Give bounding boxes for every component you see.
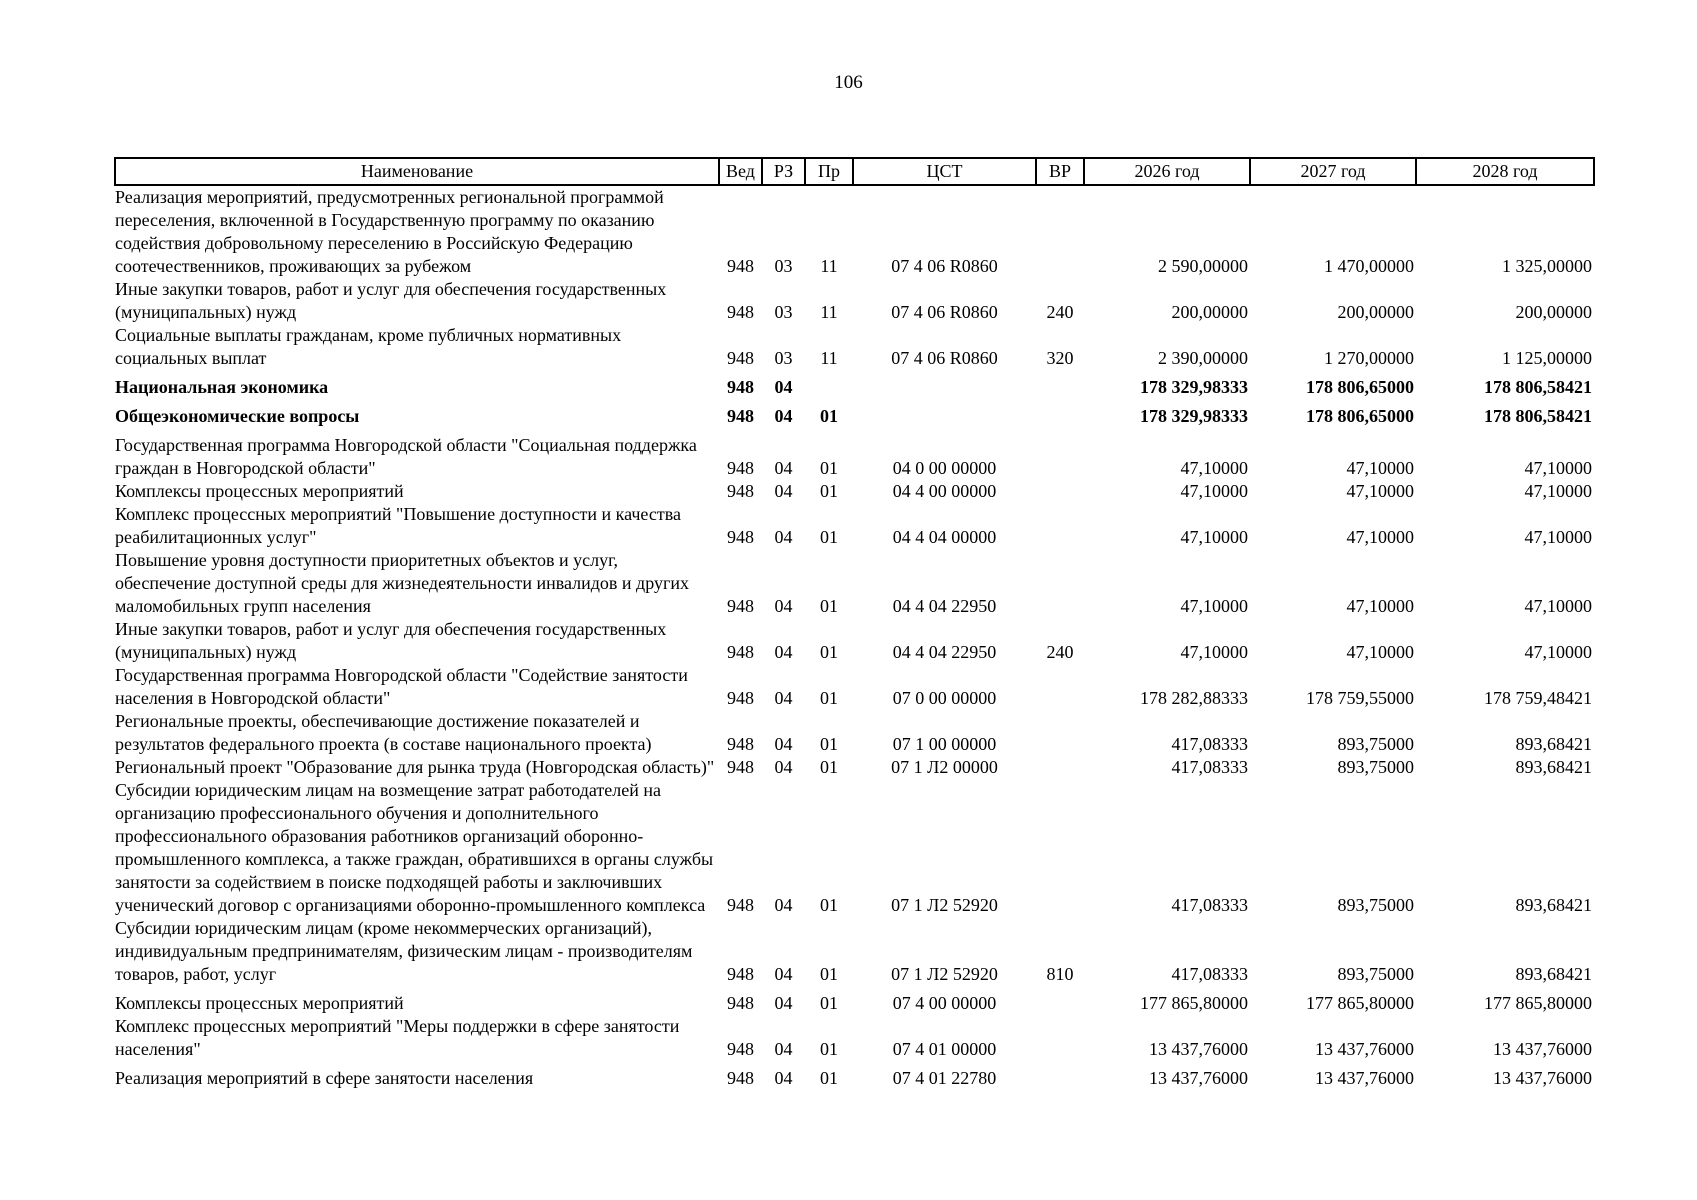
row-pr: 01 bbox=[820, 1039, 838, 1059]
row-cst bbox=[853, 370, 1036, 399]
row-amount-2027: 1 270,00000 bbox=[1324, 348, 1414, 368]
row-rz: 04 bbox=[774, 895, 793, 915]
row-rz: 04 bbox=[774, 406, 793, 426]
row-name: Реализация мероприятий в сфере занятости населения bbox=[115, 1068, 534, 1088]
row-amount-2028: 47,10000 bbox=[1524, 527, 1592, 547]
row-pr: 01 bbox=[820, 734, 838, 754]
table-row bbox=[115, 428, 1594, 480]
row-pr: 11 bbox=[820, 302, 838, 322]
row-vr: 320 bbox=[1046, 348, 1074, 368]
row-amount-2028: 893,68421 bbox=[1515, 757, 1592, 777]
row-cst: 07 1 Л2 00000 bbox=[891, 757, 998, 777]
row-amount-2026: 13 437,76000 bbox=[1149, 1039, 1248, 1059]
row-amount-2027: 13 437,76000 bbox=[1315, 1068, 1414, 1088]
table-row bbox=[115, 549, 1594, 618]
row-amount-2028: 47,10000 bbox=[1524, 481, 1592, 501]
table-row bbox=[115, 1061, 1594, 1090]
row-pr: 01 bbox=[820, 964, 838, 984]
row-amount-2028: 893,68421 bbox=[1515, 895, 1592, 915]
row-name: Иные закупки товаров, работ и услуг для обеспечения государственных (муниципальных) нужд bbox=[115, 619, 667, 662]
row-amount-2026: 417,08333 bbox=[1171, 757, 1248, 777]
row-amount-2026: 47,10000 bbox=[1180, 596, 1248, 616]
row-amount-2028: 178 806,58421 bbox=[1484, 377, 1592, 397]
column-header-name: Наименование bbox=[115, 158, 719, 185]
table-row bbox=[115, 278, 1594, 324]
row-vr: 240 bbox=[1046, 642, 1074, 662]
table-row bbox=[115, 756, 1594, 779]
row-vr: 240 bbox=[1046, 302, 1074, 322]
row-rz: 04 bbox=[774, 757, 793, 777]
row-vr bbox=[1036, 1061, 1084, 1090]
row-amount-2028: 13 437,76000 bbox=[1493, 1039, 1592, 1059]
row-cst: 07 0 00 00000 bbox=[892, 688, 997, 708]
row-rz: 04 bbox=[774, 1068, 793, 1088]
row-amount-2028: 178 806,58421 bbox=[1484, 406, 1592, 426]
row-ved: 948 bbox=[727, 596, 754, 616]
row-ved: 948 bbox=[727, 458, 754, 478]
table-body bbox=[115, 185, 1594, 1090]
row-rz: 04 bbox=[774, 642, 793, 662]
row-vr bbox=[1036, 549, 1084, 618]
row-cst: 04 4 00 00000 bbox=[892, 481, 997, 501]
row-pr: 01 bbox=[820, 688, 838, 708]
row-amount-2026: 178 329,98333 bbox=[1140, 406, 1248, 426]
row-amount-2028: 47,10000 bbox=[1524, 596, 1592, 616]
row-rz: 04 bbox=[774, 1039, 793, 1059]
row-amount-2026: 417,08333 bbox=[1171, 964, 1248, 984]
row-pr: 01 bbox=[820, 642, 838, 662]
row-amount-2027: 47,10000 bbox=[1346, 458, 1414, 478]
row-pr: 01 bbox=[820, 527, 838, 547]
row-amount-2026: 178 329,98333 bbox=[1140, 377, 1248, 397]
row-name: Комплексы процессных мероприятий bbox=[115, 993, 404, 1013]
row-amount-2027: 200,00000 bbox=[1337, 302, 1414, 322]
row-cst: 04 4 04 00000 bbox=[892, 527, 997, 547]
table-row bbox=[115, 399, 1594, 428]
row-pr: 01 bbox=[820, 458, 838, 478]
row-cst: 07 1 Л2 52920 bbox=[891, 964, 998, 984]
row-cst: 04 4 04 22950 bbox=[892, 642, 997, 662]
budget-table bbox=[114, 157, 1595, 1090]
row-amount-2027: 47,10000 bbox=[1346, 527, 1414, 547]
row-vr bbox=[1036, 779, 1084, 917]
row-ved: 948 bbox=[727, 377, 754, 397]
row-vr bbox=[1036, 399, 1084, 428]
row-vr bbox=[1036, 986, 1084, 1015]
row-amount-2026: 47,10000 bbox=[1180, 481, 1248, 501]
column-header-cst: ЦСТ bbox=[853, 158, 1036, 185]
row-rz: 03 bbox=[774, 302, 793, 322]
column-header-ved: Вед bbox=[719, 158, 762, 185]
row-name: Комплексы процессных мероприятий bbox=[115, 481, 404, 501]
row-pr: 01 bbox=[820, 596, 838, 616]
row-amount-2028: 1 125,00000 bbox=[1502, 348, 1592, 368]
row-amount-2028: 1 325,00000 bbox=[1502, 256, 1592, 276]
row-cst: 07 1 00 00000 bbox=[892, 734, 997, 754]
row-rz: 04 bbox=[774, 734, 793, 754]
row-pr: 01 bbox=[820, 993, 838, 1013]
row-cst: 07 4 01 22780 bbox=[892, 1068, 997, 1088]
row-amount-2026: 13 437,76000 bbox=[1149, 1068, 1248, 1088]
row-amount-2028: 47,10000 bbox=[1524, 458, 1592, 478]
table-row bbox=[115, 370, 1594, 399]
table-row bbox=[115, 779, 1594, 917]
row-rz: 04 bbox=[774, 596, 793, 616]
column-header-2026: 2026 год bbox=[1084, 158, 1250, 185]
row-rz: 03 bbox=[774, 256, 793, 276]
row-name: Реализация мероприятий, предусмотренных региональной программой переселения, включенной в Государственную программу по оказанию содействия добровольному переселению в Российскую Федерацию соотечественников, проживающих за рубежом bbox=[115, 187, 664, 276]
table-header-row bbox=[115, 158, 1594, 185]
table-row bbox=[115, 986, 1594, 1015]
row-cst: 07 4 06 R0860 bbox=[891, 348, 998, 368]
row-cst: 07 4 06 R0860 bbox=[891, 256, 998, 276]
row-amount-2027: 178 806,65000 bbox=[1306, 406, 1414, 426]
row-amount-2028: 177 865,80000 bbox=[1484, 993, 1592, 1013]
row-ved: 948 bbox=[727, 256, 754, 276]
row-amount-2028: 893,68421 bbox=[1515, 964, 1592, 984]
row-ved: 948 bbox=[727, 348, 754, 368]
row-name: Общеэкономические вопросы bbox=[115, 406, 360, 426]
row-ved: 948 bbox=[727, 734, 754, 754]
row-ved: 948 bbox=[727, 642, 754, 662]
row-rz: 04 bbox=[774, 964, 793, 984]
column-header-rz: РЗ bbox=[762, 158, 805, 185]
row-name: Субсидии юридическим лицам (кроме некоммерческих организаций), индивидуальным предпринимателям, физическим лицам - производителям товаров, работ, услуг bbox=[115, 918, 693, 984]
row-ved: 948 bbox=[727, 688, 754, 708]
row-cst: 04 0 00 00000 bbox=[892, 458, 997, 478]
row-ved: 948 bbox=[727, 527, 754, 547]
row-vr: 810 bbox=[1046, 964, 1074, 984]
row-pr: 01 bbox=[820, 895, 838, 915]
row-vr bbox=[1036, 428, 1084, 480]
table-row bbox=[115, 324, 1594, 370]
row-ved: 948 bbox=[727, 1068, 754, 1088]
row-vr bbox=[1036, 756, 1084, 779]
row-pr: 11 bbox=[820, 256, 838, 276]
row-name: Государственная программа Новгородской области "Содействие занятости населения в Новгородской области" bbox=[115, 665, 688, 708]
row-name: Региональный проект "Образование для рынка труда (Новгородская область)" bbox=[115, 757, 715, 777]
row-name: Повышение уровня доступности приоритетных объектов и услуг, обеспечение доступной среды для жизнедеятельности инвалидов и других маломобильных групп населения bbox=[115, 550, 689, 616]
row-amount-2026: 47,10000 bbox=[1180, 458, 1248, 478]
row-pr: 01 bbox=[820, 1068, 838, 1088]
table-row bbox=[115, 664, 1594, 710]
column-header-2028: 2028 год bbox=[1416, 158, 1594, 185]
row-amount-2027: 177 865,80000 bbox=[1306, 993, 1414, 1013]
row-cst: 07 1 Л2 52920 bbox=[891, 895, 998, 915]
row-amount-2027: 47,10000 bbox=[1346, 642, 1414, 662]
row-vr bbox=[1036, 664, 1084, 710]
row-cst: 07 4 01 00000 bbox=[892, 1039, 997, 1059]
row-amount-2028: 200,00000 bbox=[1515, 302, 1592, 322]
row-name: Комплекс процессных мероприятий "Повышение доступности и качества реабилитационных услуг" bbox=[115, 504, 681, 547]
row-ved: 948 bbox=[727, 757, 754, 777]
row-amount-2027: 13 437,76000 bbox=[1315, 1039, 1414, 1059]
row-ved: 948 bbox=[727, 993, 754, 1013]
row-amount-2027: 178 759,55000 bbox=[1306, 688, 1414, 708]
row-pr: 01 bbox=[820, 406, 838, 426]
table-row bbox=[115, 185, 1594, 278]
table-row bbox=[115, 503, 1594, 549]
table-row bbox=[115, 917, 1594, 986]
column-header-pr: Пр bbox=[805, 158, 853, 185]
row-name: Иные закупки товаров, работ и услуг для обеспечения государственных (муниципальных) нужд bbox=[115, 279, 667, 322]
row-pr bbox=[805, 370, 853, 399]
row-pr: 01 bbox=[820, 481, 838, 501]
row-rz: 04 bbox=[774, 377, 793, 397]
row-rz: 04 bbox=[774, 527, 793, 547]
row-cst: 07 4 06 R0860 bbox=[891, 302, 998, 322]
row-amount-2027: 893,75000 bbox=[1337, 757, 1414, 777]
row-ved: 948 bbox=[727, 1039, 754, 1059]
row-rz: 04 bbox=[774, 481, 793, 501]
row-vr bbox=[1036, 370, 1084, 399]
row-vr bbox=[1036, 185, 1084, 278]
row-rz: 03 bbox=[774, 348, 793, 368]
row-name: Региональные проекты, обеспечивающие достижение показателей и результатов федерального проекта (в составе национального проекта) bbox=[115, 711, 652, 754]
row-rz: 04 bbox=[774, 458, 793, 478]
row-ved: 948 bbox=[727, 406, 754, 426]
row-ved: 948 bbox=[727, 964, 754, 984]
row-amount-2026: 47,10000 bbox=[1180, 642, 1248, 662]
column-header-vr: ВР bbox=[1036, 158, 1084, 185]
row-name: Комплекс процессных мероприятий "Меры поддержки в сфере занятости населения" bbox=[115, 1016, 680, 1059]
row-name: Национальная экономика bbox=[115, 377, 329, 397]
row-amount-2026: 47,10000 bbox=[1180, 527, 1248, 547]
row-amount-2026: 2 390,00000 bbox=[1158, 348, 1248, 368]
row-rz: 04 bbox=[774, 993, 793, 1013]
row-amount-2027: 47,10000 bbox=[1346, 481, 1414, 501]
row-cst: 04 4 04 22950 bbox=[892, 596, 997, 616]
row-amount-2028: 47,10000 bbox=[1524, 642, 1592, 662]
row-vr bbox=[1036, 480, 1084, 503]
row-cst: 07 4 00 00000 bbox=[892, 993, 997, 1013]
row-vr bbox=[1036, 1015, 1084, 1061]
row-pr: 11 bbox=[820, 348, 838, 368]
row-amount-2026: 417,08333 bbox=[1171, 734, 1248, 754]
row-amount-2028: 13 437,76000 bbox=[1493, 1068, 1592, 1088]
table-row bbox=[115, 480, 1594, 503]
row-pr: 01 bbox=[820, 757, 838, 777]
row-amount-2026: 417,08333 bbox=[1171, 895, 1248, 915]
row-amount-2027: 893,75000 bbox=[1337, 964, 1414, 984]
row-vr bbox=[1036, 710, 1084, 756]
column-header-2027: 2027 год bbox=[1250, 158, 1416, 185]
row-amount-2027: 893,75000 bbox=[1337, 895, 1414, 915]
row-ved: 948 bbox=[727, 895, 754, 915]
row-amount-2027: 178 806,65000 bbox=[1306, 377, 1414, 397]
row-amount-2026: 2 590,00000 bbox=[1158, 256, 1248, 276]
row-rz: 04 bbox=[774, 688, 793, 708]
table-row bbox=[115, 618, 1594, 664]
row-amount-2026: 200,00000 bbox=[1171, 302, 1248, 322]
row-name: Субсидии юридическим лицам на возмещение затрат работодателей на организацию профессионального обучения и дополнительного профессионального образования работников организаций оборонно-промышленного комплекса, а также граждан, обратившихся в органы службы занятости за содействием в поиске подходящей работы и заключивших ученический договор с организациями оборонно-промышленного комплекса bbox=[115, 780, 714, 915]
row-amount-2027: 1 470,00000 bbox=[1324, 256, 1414, 276]
row-amount-2027: 47,10000 bbox=[1346, 596, 1414, 616]
row-name: Государственная программа Новгородской области "Социальная поддержка граждан в Новгородской области" bbox=[115, 435, 697, 478]
row-ved: 948 bbox=[727, 481, 754, 501]
table-row bbox=[115, 1015, 1594, 1061]
row-vr bbox=[1036, 503, 1084, 549]
table-row bbox=[115, 710, 1594, 756]
row-name: Социальные выплаты гражданам, кроме публичных нормативных социальных выплат bbox=[115, 325, 622, 368]
page-number: 106 bbox=[834, 72, 863, 93]
row-amount-2028: 893,68421 bbox=[1515, 734, 1592, 754]
row-cst bbox=[853, 399, 1036, 428]
row-amount-2026: 177 865,80000 bbox=[1140, 993, 1248, 1013]
row-amount-2026: 178 282,88333 bbox=[1140, 688, 1248, 708]
row-amount-2027: 893,75000 bbox=[1337, 734, 1414, 754]
row-amount-2028: 178 759,48421 bbox=[1484, 688, 1592, 708]
row-ved: 948 bbox=[727, 302, 754, 322]
